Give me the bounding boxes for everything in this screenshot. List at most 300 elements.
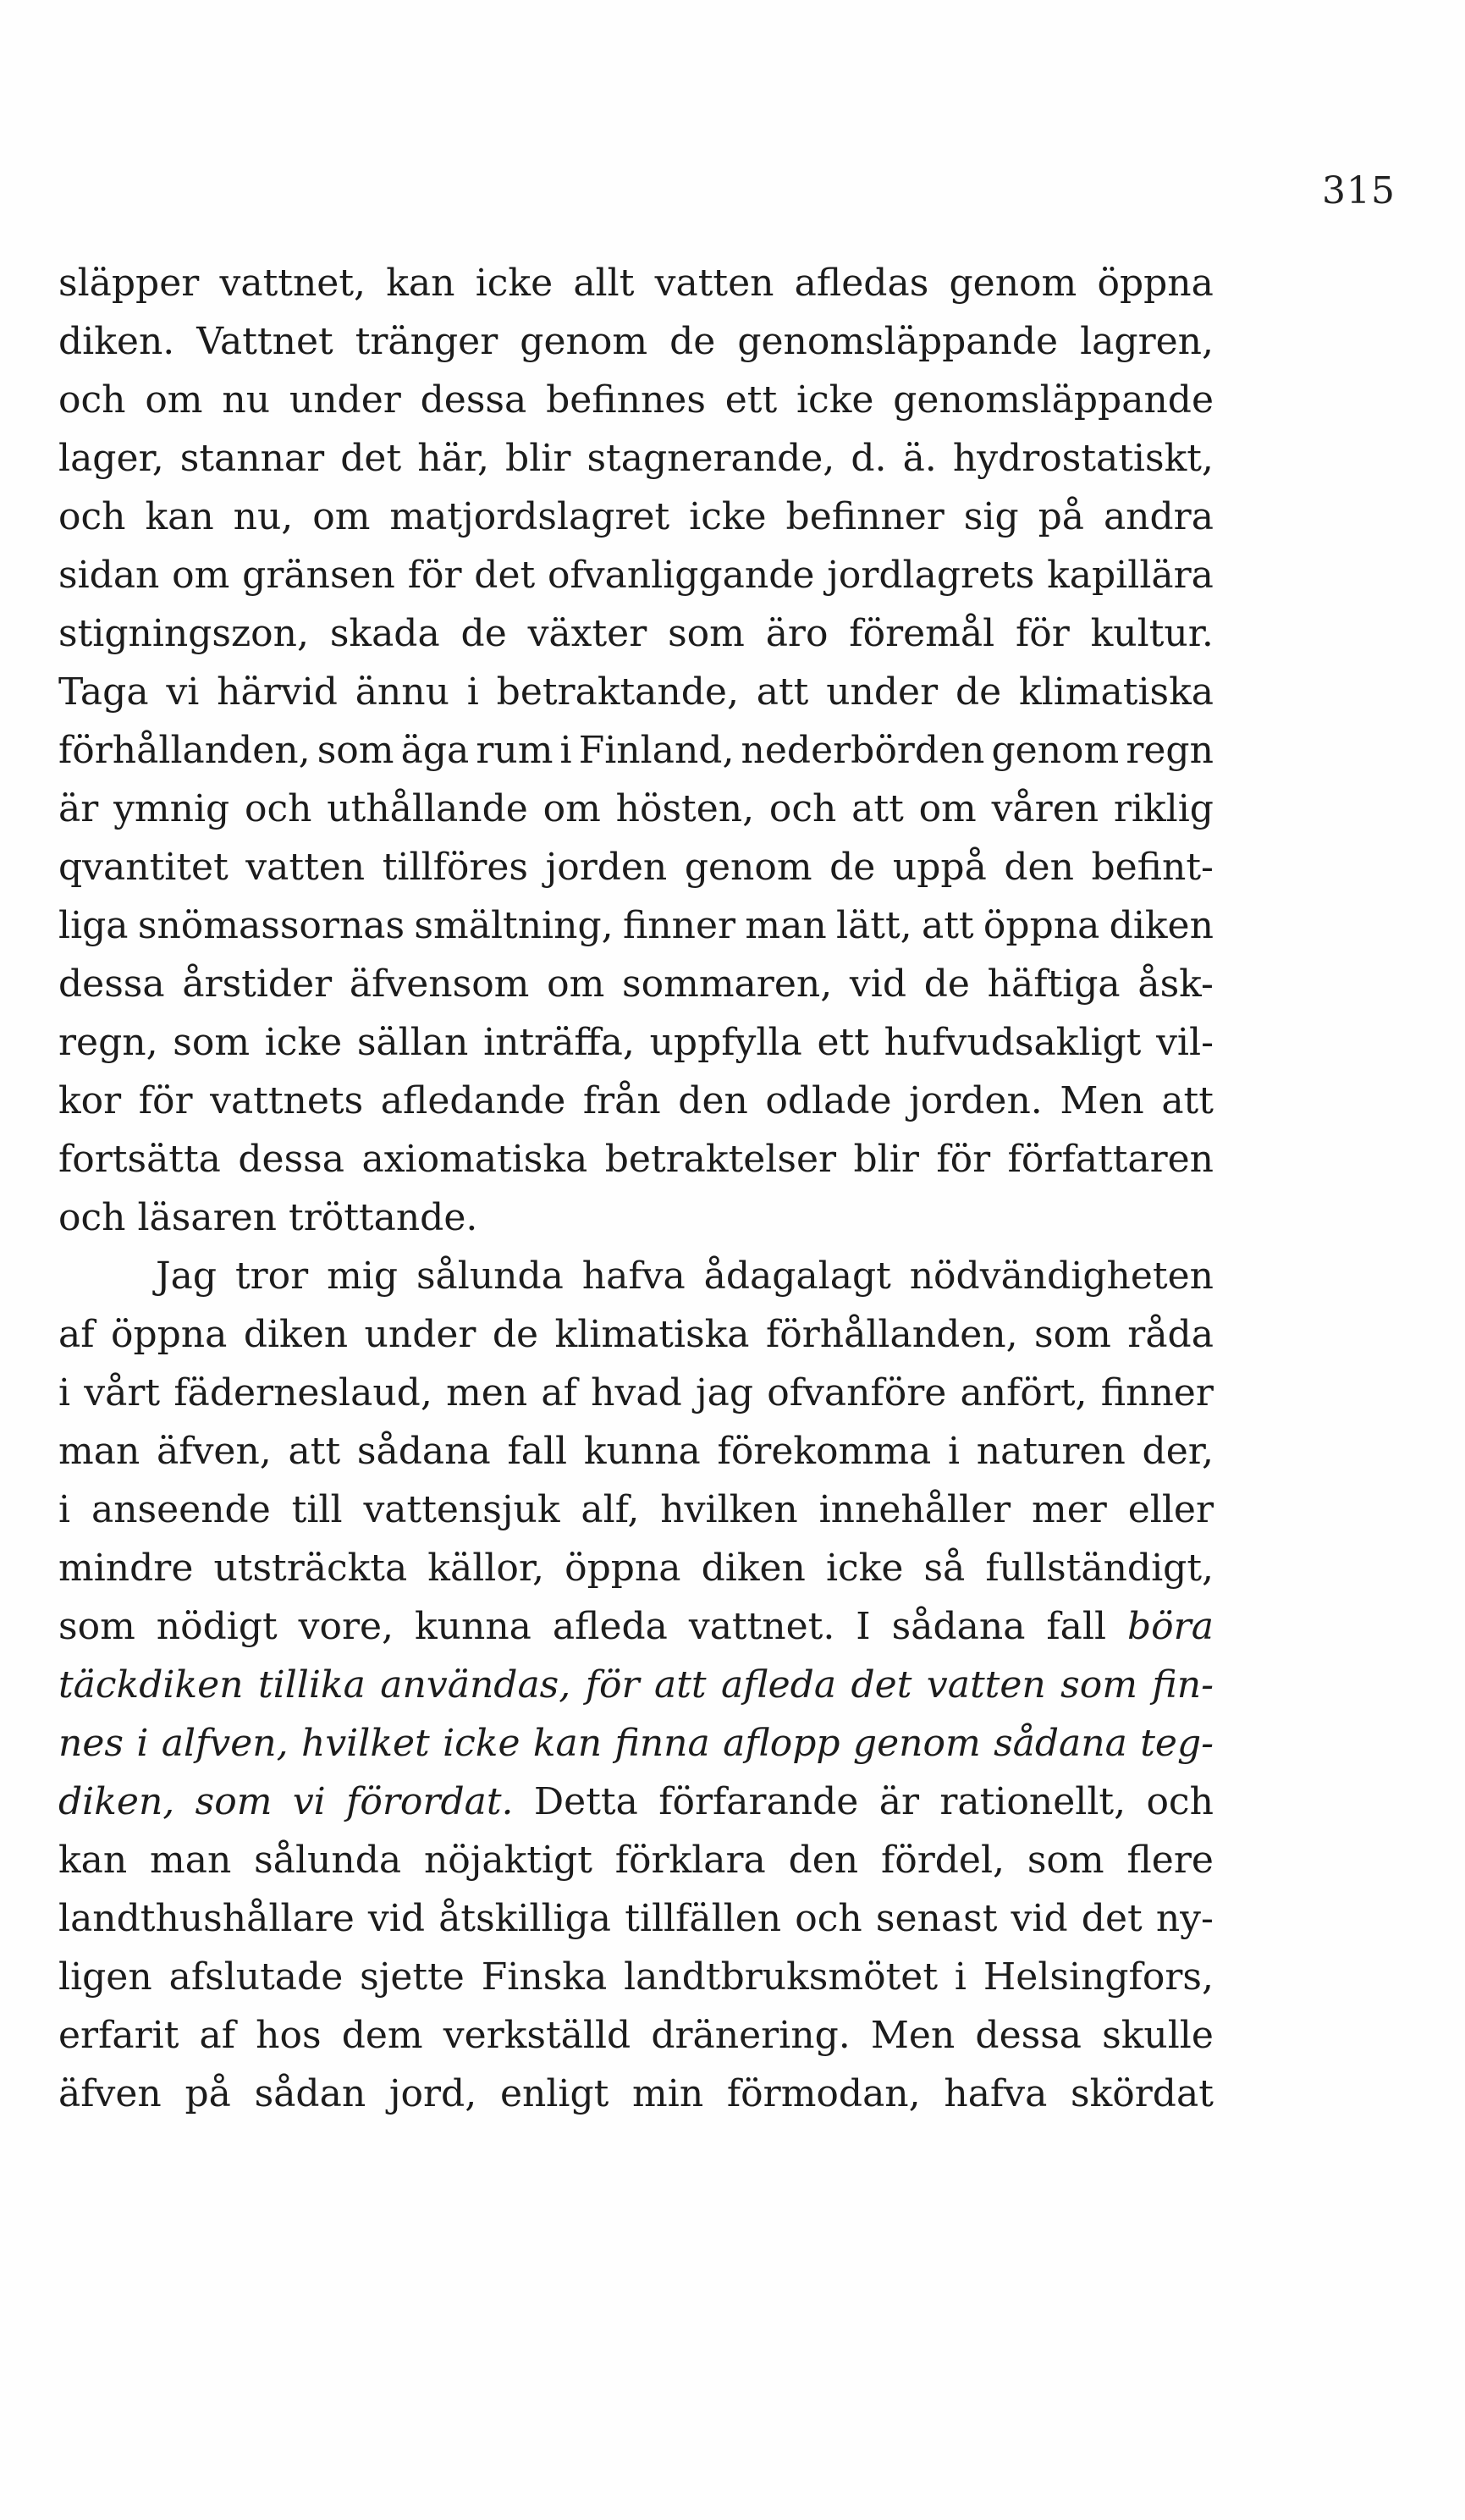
word: vil- [1156,1021,1214,1064]
word: genom [684,846,812,889]
word: förmodan, [726,2072,921,2115]
word: sådana [356,1430,491,1473]
word: användas, [380,1663,571,1707]
text-line [58,1597,1214,1656]
word: klimatiska [1019,670,1214,714]
word: skulle [1102,2014,1214,2057]
word: det [340,437,402,480]
word: men [446,1371,528,1414]
word: tränger [355,320,498,363]
word: det [851,1663,912,1707]
word: den [678,1079,748,1122]
word: åsk- [1137,962,1214,1006]
word: erfarit [58,2014,179,2057]
word: täckdiken [58,1663,244,1707]
word: ännu [355,670,449,714]
text-line [58,1305,1214,1364]
word: fäderneslaud, [173,1371,432,1414]
word: afledande [380,1079,566,1122]
word: betraktande, [496,670,739,714]
word: dessa [238,1138,344,1181]
word: riklig [1113,787,1214,830]
word: ofvanföre [767,1371,947,1414]
word: tillika [257,1663,366,1707]
word: jag [695,1371,753,1414]
word: sig [963,495,1019,538]
word: den [788,1839,859,1882]
word: af [541,1371,577,1414]
word: axiomatiska [361,1138,588,1181]
word: och [1146,1780,1214,1823]
word: åtskilliga [438,1897,612,1940]
word: diken. [58,320,175,363]
word: genom [991,729,1120,772]
text-line [58,1013,1214,1072]
text-line [58,371,1214,429]
word: ymnig [113,787,230,830]
word: finner [1100,1371,1214,1414]
word: vattensjuk [363,1488,560,1531]
word: icke [825,1547,904,1590]
word: inträffa, [483,1021,635,1064]
word: naturen [976,1430,1126,1473]
word: de [460,612,507,655]
word: vattnets [210,1079,364,1122]
word: på [185,2072,231,2115]
word: för [138,1079,193,1122]
word: äfvensom [349,962,530,1006]
word: Men [1060,1079,1144,1122]
word: de [492,1313,539,1356]
text-line [58,1130,1214,1188]
word: vi [166,670,200,714]
word: de [955,670,1002,714]
word: sidan [58,554,160,597]
word: jorden. [909,1079,1043,1122]
text-line [58,1481,1214,1539]
word: der, [1142,1430,1214,1473]
word: det [1081,1897,1143,1940]
word: som [173,1021,251,1064]
word: hufvudsakligt [884,1021,1142,1064]
word: befinnes [546,378,706,422]
word: blir [505,437,571,480]
word: dessa [420,378,527,422]
word: genom [852,1722,981,1765]
word: årstider [182,962,333,1006]
word: att [653,1663,707,1707]
body-text [58,254,1214,2123]
word: till [291,1488,343,1531]
word: nu, [233,495,294,538]
word: kan [532,1722,603,1765]
word: Taga [58,670,149,714]
word: afledas [794,262,929,305]
word: min [632,2072,704,2115]
word: är [878,1780,919,1823]
word: som [668,612,745,655]
word: icke [264,1021,343,1064]
word: om [172,554,230,597]
text-line [58,1714,1214,1773]
word: nödvändigheten [909,1254,1214,1298]
word: Detta [533,1780,638,1823]
text-line [58,1831,1214,1889]
word: uppå [892,846,987,889]
word: förordat. [346,1780,514,1823]
word: vid [849,962,906,1006]
word: snömassornas [137,904,405,947]
text-line [58,1422,1214,1481]
word: ny- [1155,1897,1214,1940]
word: de [669,320,716,363]
word: klimatiska [554,1313,750,1356]
word: befint- [1091,846,1214,889]
word: matjordslagret [389,495,670,538]
word: äga [400,729,470,772]
word: vattnet, [219,262,366,305]
word: innehåller [818,1488,1011,1531]
text-line [58,780,1214,838]
word: allt [573,262,635,305]
word: genom [949,262,1077,305]
text-line [58,2006,1214,2065]
word: senast [875,1897,998,1940]
word: källor, [427,1547,545,1590]
word: alf, [581,1488,640,1531]
word: sådana [891,1605,1026,1648]
word: och [768,787,837,830]
word: jordlagrets [827,554,1035,597]
word: som [195,1780,273,1823]
word: som [58,1605,135,1648]
text-line [58,1773,1214,1831]
word: icke [443,1722,520,1765]
word: icke [475,262,554,305]
word: nu [222,378,271,422]
word: liga [58,904,129,947]
text-line [58,546,1214,604]
word: nöjaktigt [423,1839,592,1882]
word: sådana [994,1722,1127,1765]
word: släpper [58,262,200,305]
word: finner [622,904,736,947]
word: diken [243,1313,349,1356]
word: om [542,787,601,830]
text-line [58,1889,1214,1948]
word: tillföres [382,846,529,889]
word: om [145,378,203,422]
word: vårt [84,1371,161,1414]
word: förekomma [717,1430,932,1473]
word: afslutade [168,1955,344,1999]
word: hafva [581,1254,686,1298]
word: stagnerande, [587,437,835,480]
word: fortsätta [58,1138,221,1181]
word: för [936,1138,991,1181]
word: anseende [91,1488,271,1531]
text-line [58,1072,1214,1130]
word: dem [341,2014,423,2057]
word: fall [507,1430,568,1473]
word: vatten [654,262,774,305]
text-line [58,1948,1214,2006]
word: som [1060,1663,1137,1707]
word: och [58,495,126,538]
word: kunna [414,1605,531,1648]
word: våren [991,787,1099,830]
word: råda [1127,1313,1214,1356]
word: jorden [545,846,668,889]
text-line [58,2065,1214,2123]
word: kunna [583,1430,701,1473]
word: för [1016,612,1070,655]
word: sjette [360,1955,465,1999]
word: dessa [975,2014,1082,2057]
word: som [1034,1313,1111,1356]
word: stannar [179,437,325,480]
word: öppna [565,1547,681,1590]
word: vid [367,1897,426,1940]
word: regn, [58,1021,158,1064]
text-line [58,1188,1214,1247]
word: skada [329,612,440,655]
word: tröttande. [289,1196,478,1239]
word: och [245,787,312,830]
text-line [58,488,1214,546]
word: dränering. [651,2014,851,2057]
word: sålunda [416,1254,564,1298]
word: d. [851,437,887,480]
word: föremål [849,612,995,655]
word: enligt [499,2072,609,2115]
word: vatten [245,846,366,889]
word: blir [853,1138,919,1181]
word: lätt, [836,904,912,947]
word: i [58,1371,71,1414]
word: hafva [944,2072,1048,2115]
word: lagren, [1080,320,1214,363]
word: Vattnet [196,320,333,363]
word: så [923,1547,966,1590]
word: ett [817,1021,869,1064]
word: hos [256,2014,322,2057]
word: teg- [1140,1722,1214,1765]
word: nödigt [156,1605,278,1648]
word: man [745,904,827,947]
word: sådan [254,2072,366,2115]
text-line [58,721,1214,780]
word: de [829,846,876,889]
word: kultur. [1090,612,1214,655]
word: afleda [552,1605,668,1648]
word: regn [1126,729,1214,772]
word: sällan [356,1021,469,1064]
word: hvilken [660,1488,798,1531]
word: härvid [217,670,338,714]
word: att [851,787,904,830]
word: landtbruksmötet [624,1955,938,1999]
text-line [58,429,1214,488]
word: vatten [926,1663,1046,1707]
word: skördat [1071,2072,1214,2115]
word: af [58,1313,95,1356]
word: äro [765,612,829,655]
word: öppna [983,904,1100,947]
word: att [756,670,809,714]
word: som [1027,1839,1104,1882]
word: aflopp [723,1722,840,1765]
word: nes [58,1722,124,1765]
word: lager, [58,437,164,480]
word: uthållande [327,787,528,830]
word: öppna [1097,262,1214,305]
word: läsaren [137,1196,278,1239]
text-line [58,663,1214,721]
word: andra [1103,495,1214,538]
word: ett [724,378,778,422]
text-line [58,254,1214,312]
word: I [856,1605,871,1648]
word: gränsen [242,554,395,597]
word: utsträckta [213,1547,408,1590]
word: smältning, [414,904,614,947]
word: kan [145,495,214,538]
word: mindre [58,1547,194,1590]
word: under [364,1313,476,1356]
word: under [826,670,939,714]
word: diken [701,1547,806,1590]
word: förhållanden, [58,729,311,772]
word: de [923,962,970,1006]
word: böra [1127,1605,1214,1648]
text-line [58,312,1214,371]
word: uppfylla [649,1021,802,1064]
word: vore, [298,1605,394,1648]
word: genomsläppande [893,378,1214,422]
word: och [58,1196,126,1239]
word: i [58,1488,71,1531]
word: eller [1127,1488,1214,1531]
word: ofvanliggande [547,554,815,597]
word: genom [520,320,648,363]
word: sålunda [254,1839,402,1882]
word: i [947,1430,961,1473]
word: Jag [156,1254,218,1298]
word: verkställd [443,2014,631,2057]
word: ådagalagt [703,1254,891,1298]
word: under [289,378,401,422]
word: den [1004,846,1074,889]
word: och [58,378,126,422]
word: tillfällen [625,1897,782,1940]
word: flere [1126,1839,1214,1882]
word: äfven, [157,1430,272,1473]
word: vattnet. [688,1605,835,1648]
word: här, [417,437,489,480]
word: kor [58,1079,122,1122]
text-line [58,1364,1214,1422]
word: diken [1109,904,1214,947]
word: sommaren, [622,962,833,1006]
word: stigningszon, [58,612,309,655]
word: det [474,554,536,597]
word: mer [1032,1488,1107,1531]
text-line [58,1656,1214,1714]
word: af [199,2014,236,2057]
word: är [58,787,99,830]
word: fall [1046,1605,1107,1648]
word: alfven, [161,1722,289,1765]
text-line [58,896,1214,955]
word: om [918,787,977,830]
word: att [288,1430,341,1473]
word: mig [327,1254,399,1298]
word: vid [1011,1897,1068,1940]
word: rationellt, [939,1780,1126,1823]
word: kan [386,262,455,305]
word: författaren [1007,1138,1214,1181]
word: från [582,1079,661,1122]
word: som [317,729,394,772]
word: häftiga [987,962,1121,1006]
word: kapillära [1047,554,1214,597]
word: jord, [388,2072,477,2115]
word: fullständigt, [985,1547,1214,1590]
text-line [58,955,1214,1013]
text-line [58,1247,1214,1305]
word: på [1038,495,1084,538]
word: hvilket [300,1722,430,1765]
word: i [559,729,572,772]
word: kan [58,1839,128,1882]
word: i [954,1955,967,1999]
word: befinner [785,495,945,538]
word: för [407,554,462,597]
word: i [136,1722,149,1765]
word: icke [689,495,767,538]
word: man [150,1839,232,1882]
word: växter [527,612,647,655]
text-line [58,1539,1214,1597]
word: Men [870,2014,956,2057]
word: vi [292,1780,326,1823]
word: förklara [614,1839,766,1882]
word: man [58,1430,140,1473]
word: qvantitet [58,846,229,889]
word: fin- [1152,1663,1214,1707]
word: diken, [58,1780,175,1823]
word: förfarande [658,1780,859,1823]
word: öppna [110,1313,228,1356]
word: tror [234,1254,309,1298]
word: anfört, [960,1371,1088,1414]
word: betraktelser [604,1138,837,1181]
word: och [795,1897,862,1940]
word: för [585,1663,640,1707]
text-line [58,838,1214,896]
word: finna [614,1722,710,1765]
text-line [58,604,1214,663]
word: om [312,495,371,538]
word: genomsläppande [737,320,1059,363]
word: Finland, [578,729,735,772]
word: hösten, [615,787,755,830]
word: nederbörden [741,729,985,772]
word: hvad [591,1371,682,1414]
word: landthushållare [58,1897,355,1940]
word: i [466,670,479,714]
